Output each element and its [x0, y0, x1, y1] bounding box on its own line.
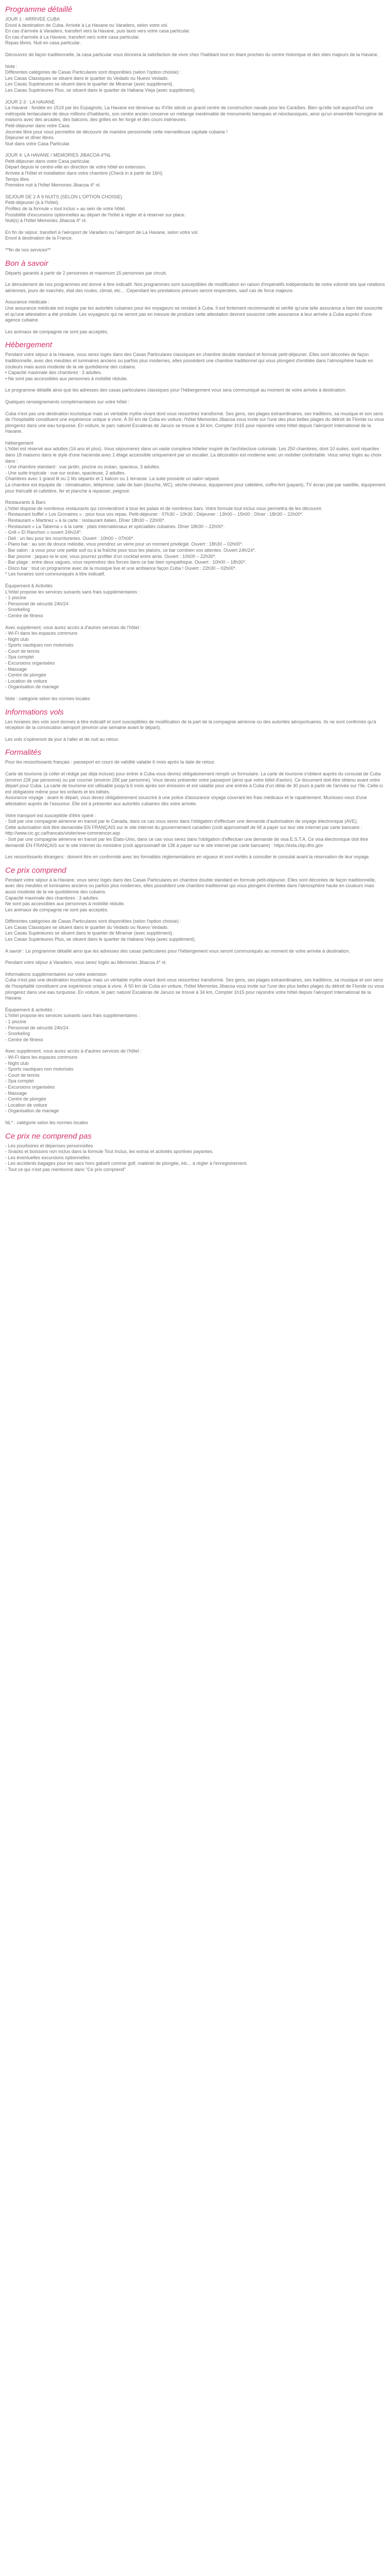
paragraph: Cuba n'est pas une destination touristique mais un véritable mythe vivant dont vous ressortirez transformé. Ses gens, ses plages extraordinaires, ses traditions, sa musique et son sens de l'hospitalité constituent une expérience unique à vivre. À 50 km de Cuba en voiture, l'hôtel Memories Jibacoa vous invite sur l'une des plus belles plages du détroit de Floride ou vous plongerez dans une eau turquoise. En voiture, le parc naturel Escaleras de Jaruco se trouve à 34 km, Compter 1h15 pour rejoindre votre hôtel depuis l'aéroport International de la Havane.: [5, 411, 386, 434]
paragraph: - Les pourboires et dépenses personnelles - Snacks et boissons non inclus dans la formule Tout Inclus, les extras et activités sportives payantes. - Les éventuelles excursions optionnelles - Les accidents bagages pour les sacs hors gabarit comme golf, matériel de plongée, etc... à régler à l'enregistrement. - Tout ce qui n'est pas mentionné dans "Ce prix comprend": [5, 1143, 248, 1172]
paragraph: Différentes catégories de Casas Particulares sont disponibles (selon l'option choisie) : Les Casas Classiques se situent dans le quartier du Vedado ou Nuevo Vedado. Les Casas Supérieures se situent dans le quartier de Miramar (avec supplément). Les Casas Supérieures Plus, se situent dans le quartier de Habana Vieja (avec supplément).: [5, 919, 196, 942]
paragraph: Informations supplémentaires sur votre extension Cuba n'est pas une destination touristique mais un véritable mythe vivant dont vous ressortirez transformé. Ses gens, ses plages extraordinaires, ses traditions, sa musique et son sens de l'hospitalité constituent une expérience unique à vivre. À 50 km de Cuba en voiture, l'hôtel Memories Jibacoa vous invite sur l'une des plus belles plages du détroit de Floride ou vous plongerez dans une eau turquoise. En voiture, le parc naturel Escaleras de Jaruco se trouve à 34 km, Compter 1h15 pour rejoindre votre hôtel depuis l'aéroport International de la Havane.: [5, 971, 384, 1001]
paragraph: Le déroulement de nos programmes est donné à titre indicatif. Nos programmes sont susceptibles de modification en raison d'impératifs indépendants de notre volonté tels que rotations aériennes, jours de marchés, état des routes, climat, etc… Cependant les prestations prévues seront respectées, sauf cas de force majeure.: [5, 282, 386, 293]
paragraph: SEJOUR DE 2 À 9 NUITS (SELON L'OPTION CHOISIE) Petit-déjeuner (à à l'hôtel). Profitez de la formule « tout inclus » au sein de votre hôtel. Possibilité d'excursions optionnelles au départ de l'hôtel à régler et à réserver sur place. Nuit(s) à l'hôtel Memories Jibacoa 4* nl.: [5, 194, 186, 224]
paragraph: Pendant votre séjour à Varadero, vous serez logés au Memories Jibacoa 4* nl.: [5, 960, 167, 965]
section-heading: Hébergement: [5, 341, 52, 350]
paragraph: Carte de tourisme (à coller et rédigé par déjà incluse) pour entrer à Cuba vous devrez obligatoirement remplir un formulaire. La carte de tourisme s'obtient auprès du consulat de Cuba (environ 22€ par personne) ou par courrier (environ 25€ par personne). Vous devez présenter votre passeport (ainsi que votre billet d'avion). Ce document doit être obtenu avant votre départ pour Cuba. La carte de tourisme est utilisable jusqu'à 6 mois après son émission et est valable pour une entrée à Cuba d'un délai de 30 jours à partir de l'arrivée sur l'île. Celle-ci est obligatoire même pour les enfants et les bébés. Assurance voyage : avant le départ, vous devez obligatoirement souscrire à une police d'assurance voyage couvrant les frais médicaux et le rapatriement. Munissez-vous d'une attestation auprès de l'assureur. Elle est à présenter aux autorités cubaines dès votre arrivée.: [5, 771, 383, 806]
paragraph: Note : catégorie selon les normes locales: [5, 696, 90, 702]
paragraph: A savoir : Le programme détaillé ainsi que les adresses des casas particulares pour l'hébergement vous seront communiqués au moment de votre arrivée à destination.: [5, 948, 350, 954]
paragraph: Équipement & Activités L'hôtel propose les services suivants sans frais supplémentaires : - 1 piscine - Personnel de sécurité 24h/24 - Snorkeling - Centre de fitness: [5, 583, 140, 618]
paragraph: Le programme détaillé ainsi que les adresses des casas particulares classiques pour l'hébergement vous sera communiqué au moment de votre arrivée à destination.: [5, 387, 347, 393]
paragraph: JOUR 2-3 : LA HAVANE La Havane : fondée en 1519 par les Espagnols, La Havane est devenue au XVIIe siècle un grand centre de construction navale pour les Caraïbes. Bien qu'elle soit aujourd'hui une métropole tentaculaire de deux millions d'habitants, son centre ancien conserve un mélange inestimable de monuments baroques et néoclassiques, ainsi qu'un ensemble homogène de maisons avec des arcades, des balcons, des grilles en fer forgé et des cours intérieures. Petit-déjeuner dans votre Casa. Journée libre pour vous permettre de découvrir de manière personnelle cette merveilleuse capitale cubaine ! Déjeuner et dîner libres. Nuit dans votre Casa Particular.: [5, 99, 383, 146]
section-ce-prix-ne-comprend-pas: [5, 1132, 386, 1173]
paragraph: Note : Différentes catégories de Casas Particulares sont disponibles (selon l'option choisie) : Les Casas Classiques se situent dans le quartier du Vedado ou Nuevo Vedado. Les Casas Supérieures se situent dans le quartier de Miramar (avec supplément). Les Casas Supérieures Plus, se situent dans le quartier de Habana Vieja (avec supplément).: [5, 63, 196, 93]
paragraph: **fin de nos services**: [5, 247, 51, 252]
section-heading: Ce prix comprend: [5, 866, 67, 875]
section-heading: Ce prix ne comprend pas: [5, 1131, 92, 1141]
paragraph: Départs garantis à partir de 2 personnes et maximum 15 personnes par circuit.: [5, 270, 167, 276]
paragraph: En fin de séjour, transfert à l'aéroport de Varadero ou l'aéroport de La Havane, selon votre vol. Envol à destination de la France.: [5, 229, 199, 241]
section-heading: Bon à savoir: [5, 259, 48, 268]
section-programme-detaille: [5, 5, 386, 253]
paragraph: Pour les ressortissants français : passeport en cours de validité valable 6 mois après la date de retour.: [5, 759, 216, 765]
paragraph: Les vols s'opèreront de jour à l'aller et de nuit au retour.: [5, 736, 120, 742]
document-page: [0, 0, 391, 1199]
paragraph: Équipement & activités : L'hôtel propose les services suivants sans frais supplémentaires : - 1 piscine - Personnel de sécurité 24h/24 - Snorkeling - Centre de fitness: [5, 1007, 140, 1042]
paragraph: Hébergement L'hôtel est réservé aux adultes (16 ans et plus). Vous séjournerez dans un vaste complexe hôtelier inspiré de l'architecture coloniale. Les 250 chambres, dont 10 suites, sont réparties dans 18 maisons dans le style d'une hacienda avec 1 étage accessible uniquement par un escalier. La décoration est moderne avec un mobilier confortable. Vous serez logés au choix dans : - Une chambre standard : vue jardin, piscine ou océan, spacieux, 3 adultes. - Une suite tropicale : vue sur océan, spacieuse, 2 adultes. Chambres avec 1 grand lit ou 2 lits séparés et 1 balcon ou 1 terrasse. La suite possède un salon séparé. La chambre est équipée de : climatisation, téléphone, salle de bain (douche, WC), sèche-cheveux, équipement pour cafetière, coffre-fort (payant), TV écran plat par satellite, équipement pour thé/café et cafetière, fer et planche à repasser, peignoir.: [5, 440, 386, 494]
paragraph: Votre transport est susceptible d'être opéré : - Soit par une compagnie aérienne en transit par le Canada, dans ce cas vous serez dans l'obligation d'effectuer une demande d'autorisation de voyage électronique (AVE). Cette autorisation doit être demandée EN FRANÇAIS sur le site internet du gouvernement canadien (coût approximatif de 6€ à payer sur leur site internet par carte bancaire : http://www.cic.gc.ca/francais/visiter/eve-commencer.asp - Soit par une compagnie aérienne en transit par les États-Unis, dans ce cas vous serez dans l'obligation d'effectuer une demande de visa E.S.T.A. Ce visa électronique doit être demandé EN FRANÇAIS sur le site internet du ministère (coût approximatif de 13€ à payer sur le site internet par carte bancaire) : https://esta.cbp.dhs.gov: [5, 812, 368, 848]
section-informations-vols: [5, 708, 386, 743]
paragraph: JOUR 1 : ARRIVEE CUBA Envol à destination de Cuba. Arrivée à La Havane ou Varadero, selon votre vol. En cas d'arrivée à Varadero, transfert vers la Havane, puis taxis vers votre casa particular. En cas d'arrivée à La Havane, transfert vers votre casa particular. Repas libres. Nuit en casa particular.: [5, 16, 190, 46]
paragraph: Quelques renseignements complémentaires sur votre hôtel :: [5, 399, 129, 404]
section-heading: Informations vols: [5, 707, 64, 717]
paragraph: Avec supplément, vous aurez accès à d'autres services de l'hôtel : - Wi-Fi dans les espaces communs - Night club - Sports nautiques non motorisés - Court de tennis - Spa complet - Excursions organisées - Massage - Centre de plongée - Location de voiture - Organisation de mariage: [5, 1048, 142, 1114]
paragraph: Pendant votre séjour à la Havane, vous serez logés dans des Casas Particulares classiques en chambre double standard et formule petit-déjeuner. Elles sont décorées de façon traditionnelle, avec des meubles et luminaires anciens ou parfois plus modernes, elles possèdent une chambre traditionnel qui vous plongent d'emblée dans l'atmosphère haute en couleurs mais aussi modeste de la vie quotidienne des cubains. • Capacité maximale des chambres : 3 adultes. • Ne sont pas accessibles aux personnes à mobilité réduite.: [5, 352, 373, 381]
section-formalites: [5, 748, 386, 860]
section-ce-prix-comprend: [5, 866, 386, 1126]
section-heading: Formalités: [5, 748, 42, 757]
paragraph: Pendant votre séjour à la Havane, vous serez logés dans des Casas Particulares en chambre double standard en formule petit-déjeuner. Elles sont décorées de façon traditionnelle, avec des meubles et luminaires anciens ou parfois plus modernes, elles possèdent une chambre traditionnel qui vous plongent d'emblée dans l'atmosphère haute en couleurs mais aussi modeste de la vie quotidienne des cubains. Capacité maximale des chambres : 3 adultes. Ne sont pas accessibles aux personnes à mobilité réduite. Les animaux de compagnie ne sont pas acceptés.: [5, 877, 376, 912]
paragraph: JOUR 4: LA HAVANE / MEMORIES JIBACOA 4*NL Petit-déjeuner dans votre Casa particular. Départ depuis le centre-ville en direction de votre hôtel en extension. Arrivée à l'hôtel et installation dans votre chambre (Check in à partir de 16H). Temps libre. Première nuit à l'hôtel Memories Jibacoa 4* nl.: [5, 152, 164, 188]
section-bon-a-savoir: [5, 259, 386, 335]
paragraph: Assurance médicale : Une assurance médicale est exigée par les autorités cubaines pour les voyageurs se rendant à Cuba. Il est fortement recommandé et vérifié qu'une telle assurance a bien été souscrite et qu'une attestation a été produite. Les voyageurs qui ne seront pas en mesure de produire cette attestation devront souscrire cette assurance à leur arrivée à Cuba auprès d'une agence cubaine.: [5, 299, 383, 323]
paragraph: Les ressortissants étrangers : doivent être en conformité avec les formalités réglementations en vigueur et sont invités à consulter le consulat avant la réservation de leur voyage.: [5, 854, 370, 860]
paragraph: Les animaux de compagnie ne sont pas acceptés.: [5, 329, 109, 334]
section-heading: Programme détaillé: [5, 5, 73, 14]
section-hebergement: [5, 341, 386, 702]
paragraph: Restaurants & Bars L'hôtel dispose de nombreux restaurants qui conviendront à tous les palais et de nombreux bars. Votre formule tout inclus vous permettra de les découvrir. - Restaurant buffet « Los Gronaires » : pour tous vos repas. Petit-déjeuner : 07h30 – 10h30 ; Déjeuner : 13h00 – 15h00 ; Dîner : 18h30 – 22h00*. - Restaurant « Martinez » à la carte : restaurant italien. Dîner 18h30 – 22h00*. - Restaurant « La Taberna » à la carte : plats internationaux et spécialités cubaines. Dîner 18h30 – 22h00*. - Grill « El Ranchon » ouvert 24h/24*. - Deli : un lieu pour les nourritureries. Ouvert : 10h00 – 07h00*. - Piano bar : au son de douce mélodie, vous prendrez un verre pour un moment privilégié. Ouvert : 18h30 – 02h00*. - Bar salon : à vous pour une petite soif ou à la fraîche pour tous les plaisirs, ce bar combien vos attentes. Ouvert 24h/24*. - Bar piscine : jaquez-la le soir, vous pourrez profiter d'un cocktail entre amis. Ouvert : 10h00 – 22h30*. - Bar plage : entre deux vagues, vous reprendrez des forces dans ce bar bien sympathique. Ouvert : 10h00 – 18h30*. - Disco bar : tout un programme avec de la musique live et une ambiance façon Cuba ! Ouvert : 22h30 – 02h00*. * Les horaires sont communiqués à titre indicatif.: [5, 500, 323, 577]
paragraph: Découvrez de façon traditionnelle, la casa particular vous donnera la satisfaction de vivre chez l'habitant tout en étant proches du centre historique et des sites majeurs de la Havane.: [5, 52, 379, 57]
paragraph: NL* : catégorie selon les normes locales: [5, 1120, 88, 1125]
paragraph: Avec supplément, vous aurez accès à d'autres services de l'hôtel : - Wi-Fi dans les espaces communs - Night club - Sports nautiques non motorisés - Court de tennis - Spa complet - Excursions organisées - Massage - Centre de plongée - Location de voiture - Organisation de mariage: [5, 624, 142, 690]
paragraph: Les horaires des vols sont donnés à titre indicatif et sont susceptibles de modification de la part de la compagnie aérienne ou des autorités aéroportuaires. Ils ne sont confirmés qu'à réception de la convocation aéroport (environ une semaine avant le départ).: [5, 719, 378, 731]
